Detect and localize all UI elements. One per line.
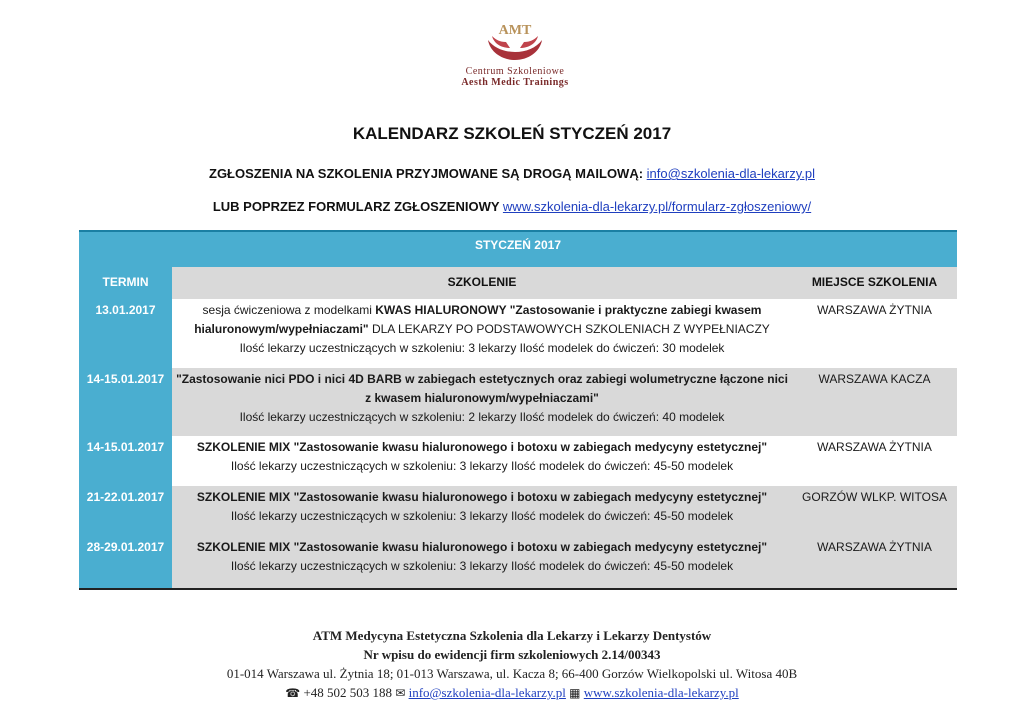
row-training [172, 368, 792, 436]
footer-website-link[interactable]: www.szkolenia-dla-lekarzy.pl [583, 685, 739, 700]
footer-company: ATM Medycyna Estetyczna Szkolenia dla Lekarzy i Lekarzy Dentystów [312, 628, 712, 643]
footer-registry: Nr wpisu do ewidencji firm szkoleniowych 2.14/00343 [363, 647, 661, 662]
intro-form-text: LUB POPRZEZ FORMULARZ ZGŁOSZENIOWY [212, 199, 500, 214]
logo-mark: AMT [498, 23, 532, 38]
row-place: WARSZAWA ŻYTNIA [817, 440, 932, 454]
footer-contact [0, 683, 1024, 703]
footer [0, 626, 1024, 703]
row-training [172, 299, 792, 368]
intro-line-form [0, 199, 1024, 214]
row-training [172, 486, 792, 536]
envelope-icon: ✉ [395, 686, 406, 700]
header-szkolenie: SZKOLENIE [447, 275, 517, 289]
row-date: 14-15.01.2017 [79, 436, 172, 486]
logo-hands-icon [480, 12, 550, 64]
intro-email-text: ZGŁOSZENIA NA SZKOLENIA PRZYJMOWANE SĄ DROGĄ MAILOWĄ: [209, 166, 644, 181]
email-link[interactable]: info@szkolenia-dla-lekarzy.pl [646, 166, 815, 181]
footer-email-link[interactable]: info@szkolenia-dla-lekarzy.pl [408, 685, 566, 700]
training-title: KWAS HIALURONOWY "Zastosowanie i praktyczne zabiegi kwasem hialuronowym/wypełniaczami" [194, 303, 762, 336]
training-post: DLA LEKARZY PO PODSTAWOWYCH SZKOLENIACH Z WYPEŁNIACZY [368, 322, 770, 336]
row-place: WARSZAWA ŻYTNIA [792, 536, 957, 588]
row-date: 14-15.01.2017 [79, 368, 172, 436]
row-training [172, 436, 792, 486]
training-pre: sesja ćwiczeniowa z modelkami [202, 303, 376, 317]
footer-addresses: 01-014 Warszawa ul. Żytnia 18; 01-013 Warszawa, ul. Kacza 8; 66-400 Gorzów Wielkopolski ul. Witosa 40B [226, 666, 798, 681]
row-place: GORZÓW WLKP. WITOSA [792, 486, 957, 536]
form-link[interactable]: www.szkolenia-dla-lekarzy.pl/formularz-zgłoszeniowy/ [502, 199, 812, 214]
page-title: KALENDARZ SZKOLEŃ STYCZEŃ 2017 [352, 124, 672, 143]
month-header: STYCZEŃ 2017 [79, 230, 957, 267]
table-bottom-rule [79, 588, 957, 590]
table-row [79, 436, 957, 486]
schedule-table [79, 230, 957, 590]
training-participants: Ilość lekarzy uczestniczących w szkoleniu: 2 lekarzy Ilość modelek do ćwiczeń: 40 modelek [239, 410, 725, 424]
training-title: "Zastosowanie nici PDO i nici 4D BARB w zabiegach estetycznych oraz zabiegi wolumetryczne łączone nici z kwasem hialuronowym/wypełniaczami" [176, 372, 788, 405]
header-miejsce: MIEJSCE SZKOLENIA [811, 275, 938, 289]
row-date: 21-22.01.2017 [79, 486, 172, 536]
web-icon: ▦ [569, 686, 581, 700]
table-header-row [79, 267, 957, 299]
row-place: WARSZAWA KACZA [792, 368, 957, 436]
table-row [79, 486, 957, 536]
table-row [79, 536, 957, 588]
training-participants: Ilość lekarzy uczestniczących w szkoleniu: 3 lekarzy Ilość modelek do ćwiczeń: 45-50 modelek [230, 509, 734, 523]
header-termin: TERMIN [79, 267, 172, 299]
logo [430, 12, 600, 92]
phone-icon: ☎ [285, 686, 301, 700]
row-training [172, 536, 792, 588]
training-participants: Ilość lekarzy uczestniczących w szkoleniu: 3 lekarzy Ilość modelek do ćwiczeń: 45-50 modelek [230, 459, 734, 473]
logo-line1: Centrum Szkoleniowe [465, 66, 565, 77]
table-row [79, 299, 957, 368]
footer-phone: +48 502 503 188 [303, 685, 393, 700]
training-participants: Ilość lekarzy uczestniczących w szkoleniu: 3 lekarzy Ilość modelek do ćwiczeń: 30 modelek [239, 341, 725, 355]
training-title: SZKOLENIE MIX "Zastosowanie kwasu hialuronowego i botoxu w zabiegach medycyny estetycznej" [196, 490, 768, 504]
logo-line2: Aesth Medic Trainings [461, 77, 569, 88]
training-title: SZKOLENIE MIX "Zastosowanie kwasu hialuronowego i botoxu w zabiegach medycyny estetycznej" [196, 440, 768, 454]
training-title: SZKOLENIE MIX "Zastosowanie kwasu hialuronowego i botoxu w zabiegach medycyny estetycznej" [196, 540, 768, 554]
row-place: WARSZAWA ŻYTNIA [817, 303, 932, 317]
row-date: 28-29.01.2017 [79, 536, 172, 588]
intro-line-email [0, 166, 1024, 181]
training-participants: Ilość lekarzy uczestniczących w szkoleniu: 3 lekarzy Ilość modelek do ćwiczeń: 45-50 modelek [230, 559, 734, 573]
table-row [79, 368, 957, 436]
row-date: 13.01.2017 [79, 299, 172, 368]
